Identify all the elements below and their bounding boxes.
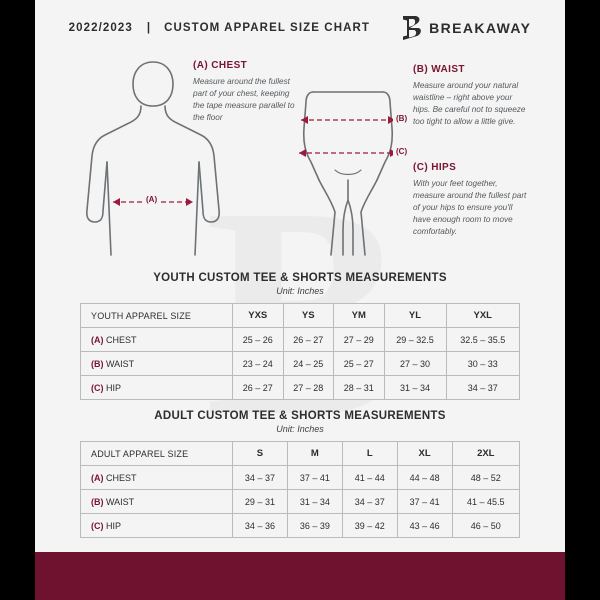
youth-chest-ym: 27 – 29 <box>334 328 385 352</box>
note-hips <box>413 162 531 237</box>
youth-col-ym: YM <box>334 304 385 328</box>
adult-col-m: M <box>287 442 342 466</box>
brand-lockup <box>400 15 531 41</box>
footer-bar <box>35 552 565 600</box>
adult-waist-l: 34 – 37 <box>342 490 397 514</box>
youth-hip-tag: (C) <box>91 382 104 393</box>
size-chart-page <box>35 0 565 600</box>
page-header <box>35 0 565 55</box>
measurement-illustration <box>35 50 565 265</box>
youth-hip-ys: 27 – 28 <box>283 376 334 400</box>
youth-hip-yxs: 26 – 27 <box>233 376 284 400</box>
breakaway-b-logo-icon <box>400 15 422 41</box>
table-header-row <box>81 442 520 466</box>
youth-waist-tag: (B) <box>91 358 104 369</box>
adult-hip-tag: (C) <box>91 520 104 531</box>
hips-marker-label: (C) <box>393 147 410 156</box>
adult-hip-l: 39 – 42 <box>342 514 397 538</box>
youth-col-yl: YL <box>384 304 446 328</box>
chest-marker-label: (A) <box>143 195 160 204</box>
youth-table-title: YOUTH CUSTOM TEE & SHORTS MEASUREMENTS <box>153 272 447 284</box>
adult-section <box>35 410 565 538</box>
adult-waist-tag: (B) <box>91 496 104 507</box>
adult-hip-xl: 43 – 46 <box>397 514 452 538</box>
header-year: 2022/2023 <box>68 21 133 34</box>
youth-hip-yl: 31 – 34 <box>384 376 446 400</box>
adult-chest-xl: 44 – 48 <box>397 466 452 490</box>
youth-waist-label: WAIST <box>106 358 135 369</box>
youth-hip-label: HIP <box>106 382 122 393</box>
adult-waist-xl: 37 – 41 <box>397 490 452 514</box>
adult-row-label-chest <box>81 466 233 490</box>
youth-chest-ys: 26 – 27 <box>283 328 334 352</box>
adult-hip-m: 36 – 39 <box>287 514 342 538</box>
adult-table-unit: Unit: Inches <box>276 424 324 434</box>
adult-table-title: ADULT CUSTOM TEE & SHORTS MEASUREMENTS <box>154 410 446 422</box>
header-separator: | <box>146 21 151 34</box>
youth-col-ys: YS <box>283 304 334 328</box>
note-chest <box>193 60 298 124</box>
adult-hip-2xl: 46 – 50 <box>452 514 519 538</box>
page-title: CUSTOM APPAREL SIZE CHART <box>164 21 371 34</box>
adult-chest-m: 37 – 41 <box>287 466 342 490</box>
adult-hip-s: 34 – 36 <box>233 514 288 538</box>
adult-size-table <box>80 441 520 538</box>
table-row <box>81 490 520 514</box>
youth-size-table <box>80 303 520 400</box>
youth-waist-yxs: 23 – 24 <box>233 352 284 376</box>
note-chest-body: Measure around the fullest part of your chest, keeping the tape measure parallel to the floor <box>193 77 295 122</box>
adult-col-s: S <box>233 442 288 466</box>
adult-col-2xl: 2XL <box>452 442 519 466</box>
youth-col-yxs: YXS <box>233 304 284 328</box>
youth-section <box>35 272 565 400</box>
adult-row-label-waist <box>81 490 233 514</box>
youth-table-unit: Unit: Inches <box>276 286 324 296</box>
adult-hip-label: HIP <box>106 520 122 531</box>
youth-chest-yl: 29 – 32.5 <box>384 328 446 352</box>
table-row <box>81 376 520 400</box>
waist-marker-label: (B) <box>393 114 410 123</box>
adult-waist-m: 31 – 34 <box>287 490 342 514</box>
youth-chest-yxs: 25 – 26 <box>233 328 284 352</box>
youth-waist-ym: 25 – 27 <box>334 352 385 376</box>
adult-waist-label: WAIST <box>106 496 135 507</box>
youth-row-header: YOUTH APPAREL SIZE <box>81 304 233 328</box>
youth-hip-ym: 28 – 31 <box>334 376 385 400</box>
youth-chest-tag: (A) <box>91 334 104 345</box>
note-waist-title: (B) WAIST <box>413 64 465 75</box>
note-hips-body: With your feet together, measure around the fullest part of your hips to ensure you'll have enough room to move comfortably. <box>413 179 527 236</box>
adult-chest-label: CHEST <box>106 472 137 483</box>
youth-row-label-chest <box>81 328 233 352</box>
adult-chest-tag: (A) <box>91 472 104 483</box>
note-waist-body: Measure around your natural waistline – right above your hips. Be careful not to squeeze too tight to allow a little give. <box>413 81 526 126</box>
table-row <box>81 352 520 376</box>
table-row <box>81 514 520 538</box>
adult-row-label-hip <box>81 514 233 538</box>
adult-chest-2xl: 48 – 52 <box>452 466 519 490</box>
youth-hip-yxl: 34 – 37 <box>446 376 520 400</box>
note-hips-title: (C) HIPS <box>413 162 457 173</box>
youth-waist-yxl: 30 – 33 <box>446 352 520 376</box>
youth-col-yxl: YXL <box>446 304 520 328</box>
youth-chest-label: CHEST <box>106 334 137 345</box>
note-waist <box>413 64 528 128</box>
youth-row-label-waist <box>81 352 233 376</box>
hips-measure-line <box>299 149 397 157</box>
table-header-row <box>81 304 520 328</box>
adult-row-header: ADULT APPAREL SIZE <box>81 442 233 466</box>
adult-chest-s: 34 – 37 <box>233 466 288 490</box>
youth-chest-yxl: 32.5 – 35.5 <box>446 328 520 352</box>
adult-chest-l: 41 – 44 <box>342 466 397 490</box>
youth-waist-ys: 24 – 25 <box>283 352 334 376</box>
table-row <box>81 466 520 490</box>
waist-measure-line <box>301 116 395 124</box>
adult-waist-2xl: 41 – 45.5 <box>452 490 519 514</box>
brand-name: BREAKAWAY <box>429 19 532 36</box>
youth-waist-yl: 27 – 30 <box>384 352 446 376</box>
table-row <box>81 328 520 352</box>
adult-col-xl: XL <box>397 442 452 466</box>
note-chest-title: (A) CHEST <box>193 60 248 71</box>
adult-col-l: L <box>342 442 397 466</box>
youth-row-label-hip <box>81 376 233 400</box>
adult-waist-s: 29 – 31 <box>233 490 288 514</box>
